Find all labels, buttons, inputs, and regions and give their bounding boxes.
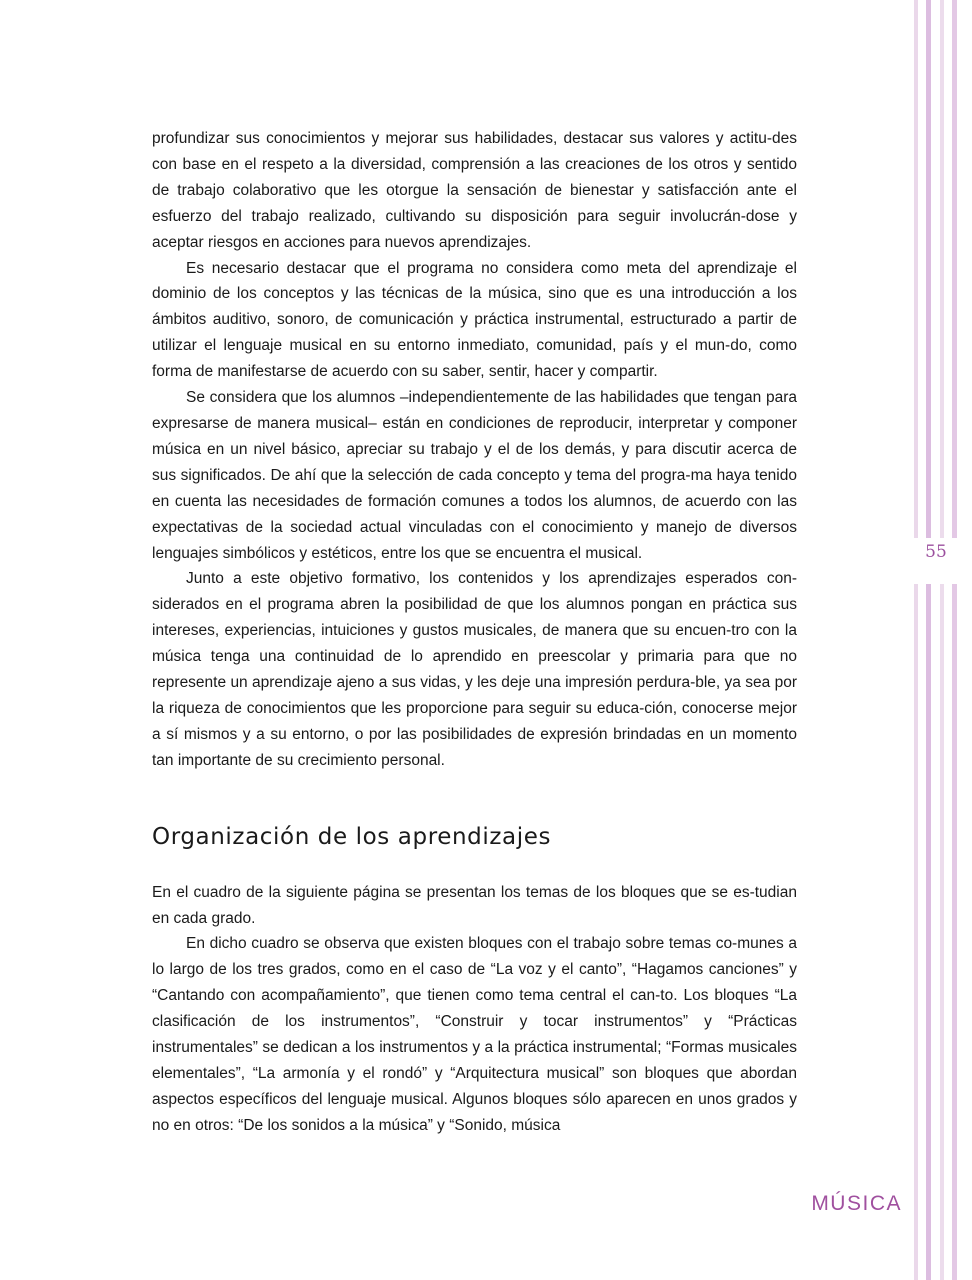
body-paragraph-1: profundizar sus conocimientos y mejorar sus habilidades, destacar sus valores y actitu-des con base en el respeto a la diversidad, comprensión a las creaciones de los otros y sentido de trabajo colaborativo que les otorgue la sensación de bienestar y satisfacción ante el esfuerzo del trabajo realizado, cultivando su disposición para seguir involucrán-dose y aceptar riesgos en acciones para nuevos aprendizajes.: [152, 130, 797, 251]
section-body: [152, 880, 797, 1139]
margin-stripe-3: [940, 0, 944, 1280]
margin-stripe-4: [952, 0, 957, 1280]
section-paragraph-1: En el cuadro de la siguiente página se presentan los temas de los bloques que se es-tudian en cada grado.: [152, 883, 797, 927]
margin-stripe-1: [914, 0, 918, 1280]
body-paragraph-3: Se considera que los alumnos –independientemente de las habilidades que tengan para expresarse de manera musical– están en condiciones de reproducir, interpretar y componer música en un nivel básico, apreciar su trabajo y el de los demás, y para discutir acerca de sus significados. De ahí que la selección de cada concepto y tema del progra-ma haya tenido en cuenta las necesidades de formación comunes a todos los alumnos, de acuerdo con las expectativas de la sociedad actual vinculadas con el conocimiento y manejo de diversos lenguajes simbólicos y estéticos, entre los que se encuentra el musical.: [152, 389, 797, 562]
margin-stripe-2: [926, 0, 931, 1280]
page-number: 55: [925, 542, 947, 562]
body-paragraph-2: Es necesario destacar que el programa no considera como meta del aprendizaje el dominio de los conceptos y las técnicas de la música, sino que es una introducción a los ámbitos auditivo, sonoro, de comunicación y práctica instrumental, estructurado a partir de utilizar el lenguaje musical en su entorno inmediato, comunidad, país y el mun-do, como forma de manifestarse de acuerdo con su saber, sentir, hacer y compartir.: [152, 259, 797, 381]
body-paragraph-4: Junto a este objetivo formativo, los contenidos y los aprendizajes esperados con-siderados en el programa abren la posibilidad de que los alumnos pongan en práctica sus intereses, experiencias, intuiciones y gustos musicales, de manera que su encuen-tro con la música tenga una continuidad de lo aprendido en preescolar y primaria para que no represente un aprendizaje ajeno a sus vidas, y les deje una impresión perdura-ble, ya sea por la riqueza de conocimientos que les proporcione para seguir su educa-ción, conocerse mejor a sí mismos y a su entorno, o por las posibilidades de expresión brindadas en un momento tan importante de su crecimiento personal.: [152, 570, 797, 769]
section-label: MÚSICA: [811, 1192, 902, 1215]
section-heading: Organización de los aprendizajes: [152, 823, 552, 850]
section-paragraph-2: En dicho cuadro se observa que existen bloques con el trabajo sobre temas co-munes a lo largo de los tres grados, como en el caso de “La voz y el canto”, “Hagamos canciones” y “Cantando con acompañamiento”, que tienen como tema central el can-to. Los bloques “La clasificación de los instrumentos”, “Construir y tocar instrumentos” y “Prácticas instrumentales” se dedican a los instrumentos y a la práctica instrumental; “Formas musicales elementales”, “La armonía y el rondó” y “Arquitectura musical” son bloques que abordan aspectos específicos del lenguaje musical. Algunos bloques sólo aparecen en unos grados y no en otros: “De los sonidos a la música” y “Sonido, música: [152, 935, 797, 1134]
main-content: [152, 126, 797, 1139]
